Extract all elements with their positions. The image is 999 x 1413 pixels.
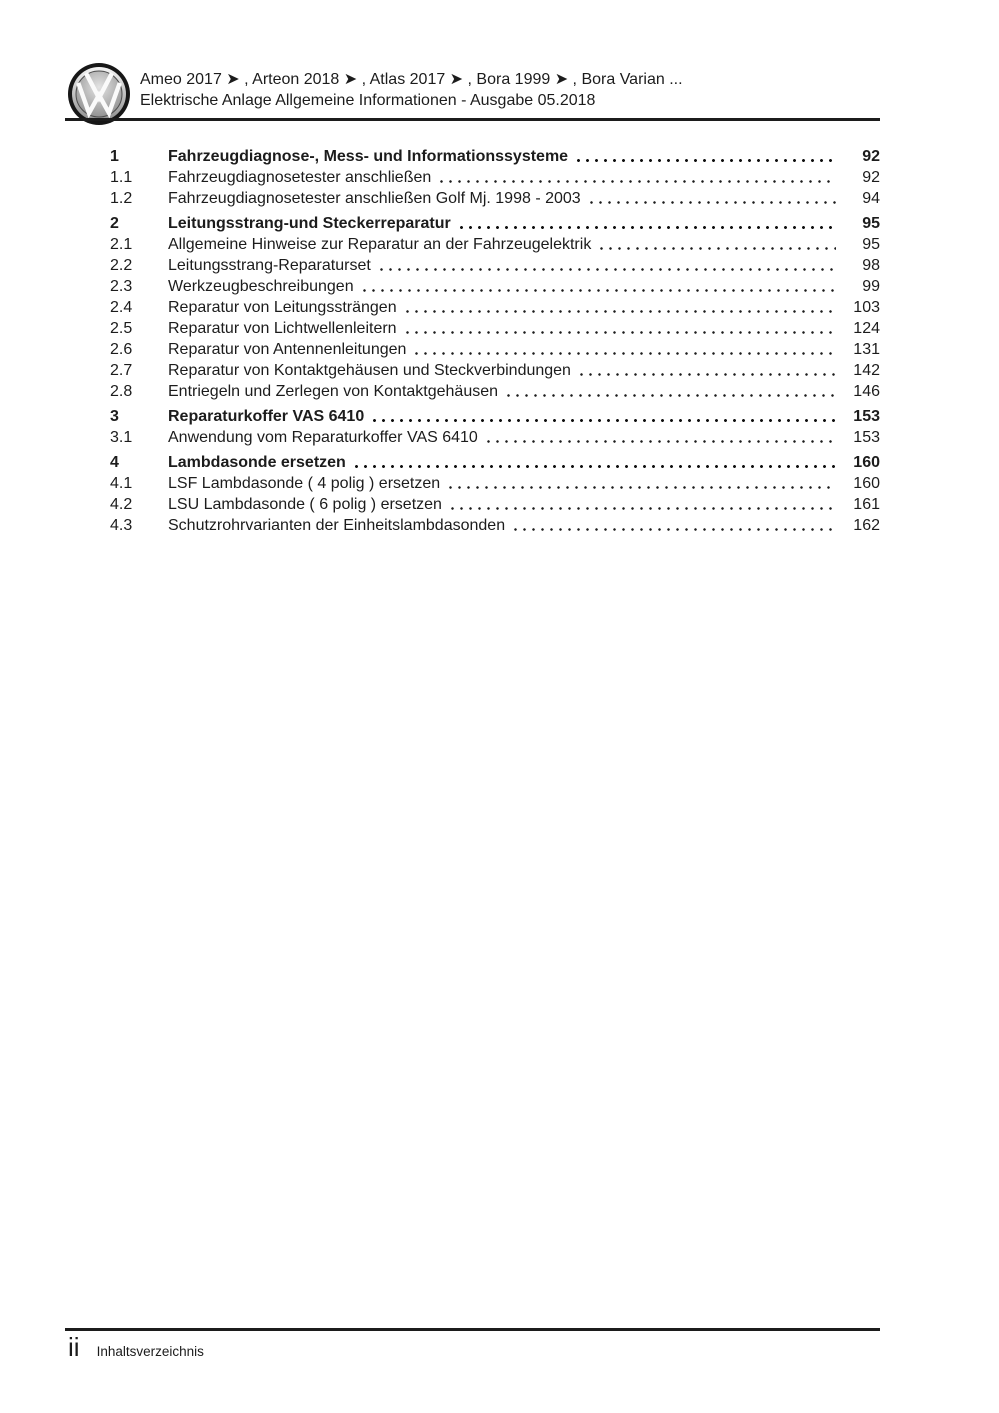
toc-section-number: 2.5 (110, 320, 133, 337)
dot-leader (414, 351, 836, 356)
toc-entry-title: Fahrzeugdiagnosetester anschließen Golf Mj. 1998 - 2003 (168, 190, 581, 207)
toc-entry-title: Leitungsstrang-und Steckerreparatur (168, 215, 451, 232)
toc-page-number: 153 (853, 429, 880, 446)
dot-leader (354, 464, 836, 469)
toc-entry-title: Schutzrohrvarianten der Einheitslambdasonden (168, 517, 506, 534)
toc-row (110, 146, 880, 167)
toc-entry-title: Entriegeln und Zerlegen von Kontaktgehäusen (168, 383, 499, 400)
toc-section-number: 4.3 (110, 517, 133, 534)
dot-leader (450, 506, 836, 511)
header-rule (65, 118, 880, 121)
toc-entry-title: Reparatur von Leitungssträngen (168, 299, 397, 316)
toc-row (110, 360, 880, 381)
toc-entry-title: Reparaturkoffer VAS 6410 (168, 408, 365, 425)
toc-entry-title: Leitungsstrang-Reparaturset (168, 257, 371, 274)
toc-page-number: 161 (853, 496, 880, 513)
toc-page-number: 160 (853, 475, 880, 492)
toc-row (110, 381, 880, 402)
toc-section-number: 2 (110, 215, 119, 232)
toc-entry-title: Allgemeine Hinweise zur Reparatur an der Fahrzeugelektrik (168, 236, 592, 253)
toc-section-number: 3 (110, 408, 119, 425)
vw-logo-icon (67, 62, 131, 126)
toc-page-number: 95 (862, 236, 880, 253)
toc-section-number: 2.6 (110, 341, 133, 358)
toc-row (110, 339, 880, 360)
dot-leader (513, 527, 836, 532)
toc-row (110, 276, 880, 297)
toc-section-number: 1.2 (110, 190, 133, 207)
toc-page-number: 153 (853, 408, 880, 425)
toc-page-number: 160 (853, 454, 880, 471)
toc-row (110, 473, 880, 494)
dot-leader (576, 158, 836, 163)
toc-row (110, 494, 880, 515)
dot-leader (448, 485, 836, 490)
toc-entry-title: Lambdasonde ersetzen (168, 454, 346, 471)
toc-page-number: 98 (862, 257, 880, 274)
toc-row (110, 188, 880, 209)
toc-page-number: 92 (862, 169, 880, 186)
toc-section-number: 1 (110, 148, 119, 165)
dot-leader (486, 439, 836, 444)
page-header (67, 60, 683, 126)
toc-entry-title: Fahrzeugdiagnosetester anschließen (168, 169, 432, 186)
toc-page-number: 146 (853, 383, 880, 400)
toc-section-number: 2.1 (110, 236, 133, 253)
toc-entry-title: Reparatur von Kontaktgehäusen und Steckverbindungen (168, 362, 571, 379)
toc-row (110, 167, 880, 188)
toc-entry-title: Werkzeugbeschreibungen (168, 278, 354, 295)
toc (110, 146, 880, 536)
toc-page-number: 124 (853, 320, 880, 337)
toc-row (110, 255, 880, 276)
toc-page-number: 162 (853, 517, 880, 534)
footer-section-label: Inhaltsverzeichnis (96, 1344, 204, 1359)
toc-row (110, 318, 880, 339)
toc-page-number: 95 (862, 215, 880, 232)
dot-leader (459, 225, 836, 230)
toc-entry-title: Fahrzeugdiagnose-, Mess- und Informationssysteme (168, 148, 569, 165)
header-subtitle: Elektrische Anlage Allgemeine Informationen - Ausgabe 05.2018 (140, 92, 596, 109)
toc-page-number: 94 (862, 190, 880, 207)
dot-leader (439, 179, 836, 184)
dot-leader (506, 393, 836, 398)
toc-section-number: 4 (110, 454, 119, 471)
toc-row (110, 452, 880, 473)
toc-section-number: 4.2 (110, 496, 133, 513)
toc-page-number: 99 (862, 278, 880, 295)
toc-section-number: 2.8 (110, 383, 133, 400)
dot-leader (362, 288, 836, 293)
toc-entry-title: LSU Lambdasonde ( 6 polig ) ersetzen (168, 496, 442, 513)
toc-page-number: 131 (853, 341, 880, 358)
toc-section-number: 2.4 (110, 299, 133, 316)
toc-page-number: 92 (862, 148, 880, 165)
header-text (140, 60, 683, 126)
toc-row (110, 297, 880, 318)
toc-row (110, 515, 880, 536)
page-footer (68, 1330, 204, 1364)
toc-entry-title: Reparatur von Lichtwellenleitern (168, 320, 397, 337)
toc-section-number: 2.3 (110, 278, 133, 295)
toc-page-number: 142 (853, 362, 880, 379)
toc-section-number: 1.1 (110, 169, 133, 186)
toc-section-number: 3.1 (110, 429, 133, 446)
toc-row (110, 213, 880, 234)
toc-section-number: 2.2 (110, 257, 133, 274)
toc-page-number: 103 (853, 299, 880, 316)
toc-section-number: 4.1 (110, 475, 133, 492)
header-models-line: Ameo 2017 ➤ , Arteon 2018 ➤ , Atlas 2017 ➤ , Bora 1999 ➤ , Bora Varian ... (140, 71, 683, 88)
dot-leader (405, 309, 836, 314)
toc-row (110, 406, 880, 427)
toc-entry-title: Reparatur von Antennenleitungen (168, 341, 407, 358)
toc-row (110, 234, 880, 255)
toc-entry-title: LSF Lambdasonde ( 4 polig ) ersetzen (168, 475, 441, 492)
dot-leader (589, 200, 836, 205)
dot-leader (379, 267, 836, 272)
dot-leader (405, 330, 836, 335)
footer-page-label: ii (68, 1332, 80, 1362)
dot-leader (372, 418, 836, 423)
toc-row (110, 427, 880, 448)
toc-entry-title: Anwendung vom Reparaturkoffer VAS 6410 (168, 429, 478, 446)
dot-leader (599, 246, 836, 251)
toc-section-number: 2.7 (110, 362, 133, 379)
dot-leader (579, 372, 836, 377)
